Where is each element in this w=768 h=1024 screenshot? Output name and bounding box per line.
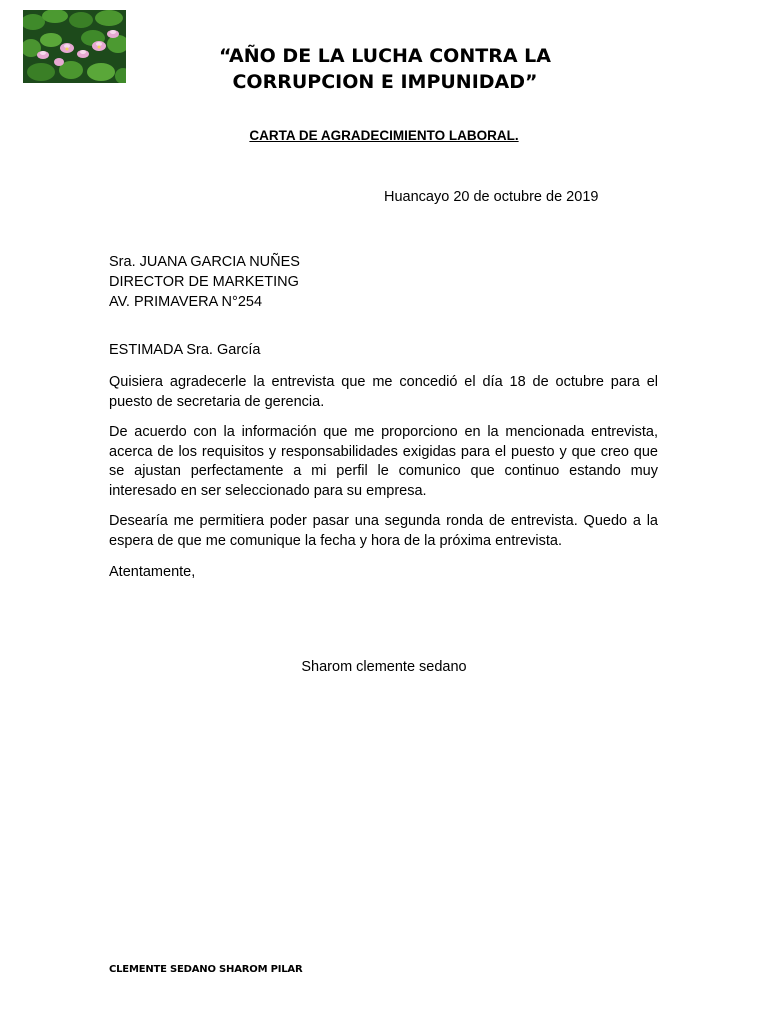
body-paragraph: Quisiera agradecerle la entrevista que me concedió el día 18 de octubre para el puesto de secretaria de gerencia. bbox=[109, 374, 658, 410]
water-lily-icon bbox=[23, 10, 126, 83]
year-motto-heading: “AÑO DE LA LUCHA CONTRA LA CORRUPCION E IMPUNIDAD” bbox=[219, 45, 551, 93]
recipient-block bbox=[109, 252, 300, 312]
letter-date: Huancayo 20 de octubre de 2019 bbox=[384, 189, 599, 205]
letter-title: CARTA DE AGRADECIMIENTO LABORAL. bbox=[249, 128, 519, 143]
recipient-address: AV. PRIMAVERA N°254 bbox=[109, 294, 263, 310]
body-paragraph: Desearía me permitiera poder pasar una segunda ronda de entrevista. Quedo a la espera de que me comunique la fecha y hora de la próxima entrevista. bbox=[109, 513, 658, 549]
page-footer: CLEMENTE SEDANO SHAROM PILAR bbox=[109, 964, 303, 975]
body-paragraph: De acuerdo con la información que me proporciono en la mencionada entrevista, acerca de los requisitos y responsabilidades exigidas para el puesto y que creo que se ajustan perfectamente a mi perfil le comunico que continuo estando muy interesado en ser seleccionado para su empresa. bbox=[109, 424, 658, 499]
letter-greeting: ESTIMADA Sra. García bbox=[109, 342, 261, 358]
letter-body bbox=[109, 373, 658, 562]
signature-name: Sharom clemente sedano bbox=[301, 659, 467, 675]
recipient-name: Sra. JUANA GARCIA NUÑES bbox=[109, 254, 300, 270]
recipient-position: DIRECTOR DE MARKETING bbox=[109, 274, 299, 290]
letter-closing: Atentamente, bbox=[109, 564, 196, 580]
